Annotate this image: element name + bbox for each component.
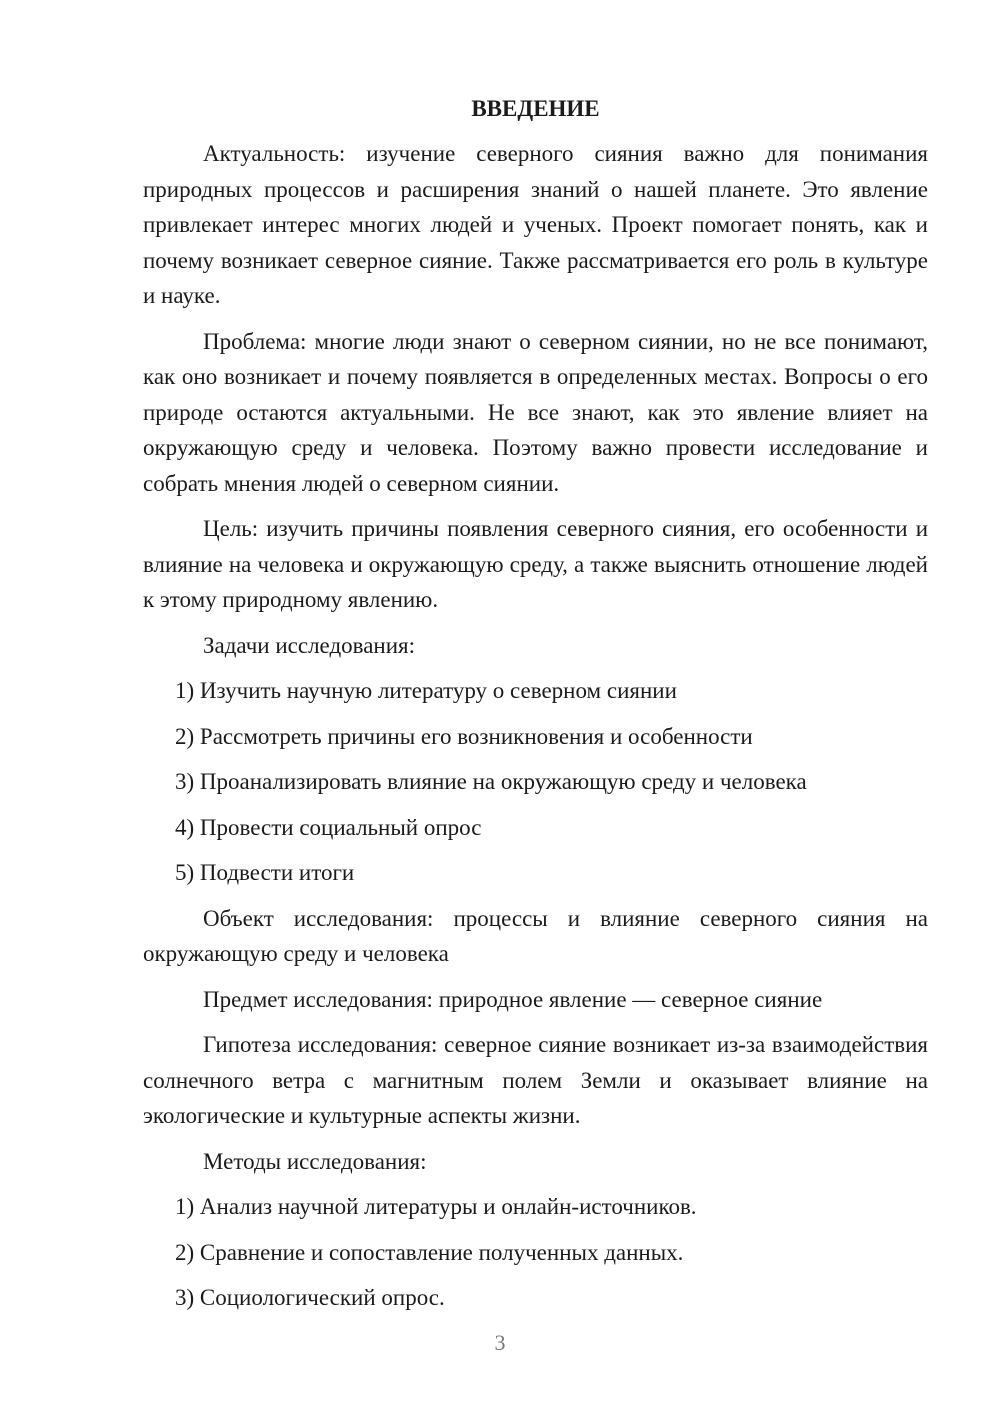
task-item: 1) Изучить научную литературу о северном сиянии — [175, 678, 677, 703]
methods-heading: Методы исследования: — [203, 1148, 427, 1174]
task-item: 5) Подвести итоги — [175, 860, 355, 885]
goal-paragraph: Цель: изучить причины появления северного сияния, его особенности и влияние на человека и окружающую среду, а также выяснить отношение людей к этому природному явлению. — [143, 516, 928, 612]
problem-paragraph: Проблема: многие люди знают о северном сиянии, но не все понимают, как оно возникает и почему появляется в определенных местах. Вопросы о его природе остаются актуальными. Не все знают, как это явление влияет на окружающую среду и человека. Поэтому важно провести исследование и собрать мнения людей о северном сиянии. — [143, 328, 928, 496]
method-item: 1) Анализ научной литературы и онлайн-источников. — [175, 1194, 697, 1219]
subject-paragraph: Предмет исследования: природное явление — северное сияние — [203, 986, 823, 1012]
relevance-paragraph: Актуальность: изучение северного сияния важно для понимания природных процессов и расширения знаний о нашей планете. Это явление привлекает интерес многих людей и ученых. Проект помогает понять, как и почему возникает северное сияние. Также рассматривается его роль в культуре и науке. — [143, 141, 928, 308]
methods-list — [143, 1189, 928, 1316]
object-paragraph: Объект исследования: процессы и влияние северного сияния на окружающую среду и человека — [143, 905, 928, 966]
task-item: 4) Провести социальный опрос — [175, 814, 482, 840]
task-item: 2) Рассмотреть причины его возникновения и особенности — [175, 723, 753, 749]
page-number: 3 — [494, 1330, 506, 1355]
tasks-heading: Задачи исследования: — [203, 632, 416, 658]
method-item: 2) Сравнение и сопоставление полученных данных. — [175, 1239, 684, 1265]
tasks-list — [143, 673, 928, 891]
section-title: ВВЕДЕНИЕ — [471, 96, 600, 121]
hypothesis-paragraph: Гипотеза исследования: северное сияние возникает из-за взаимодействия солнечного ветра с магнитным полем Земли и оказывает влияние на экологические и культурные аспекты жизни. — [143, 1032, 928, 1128]
task-item: 3) Проанализировать влияние на окружающую среду и человека — [175, 769, 807, 794]
method-item: 3) Социологический опрос. — [175, 1285, 445, 1310]
